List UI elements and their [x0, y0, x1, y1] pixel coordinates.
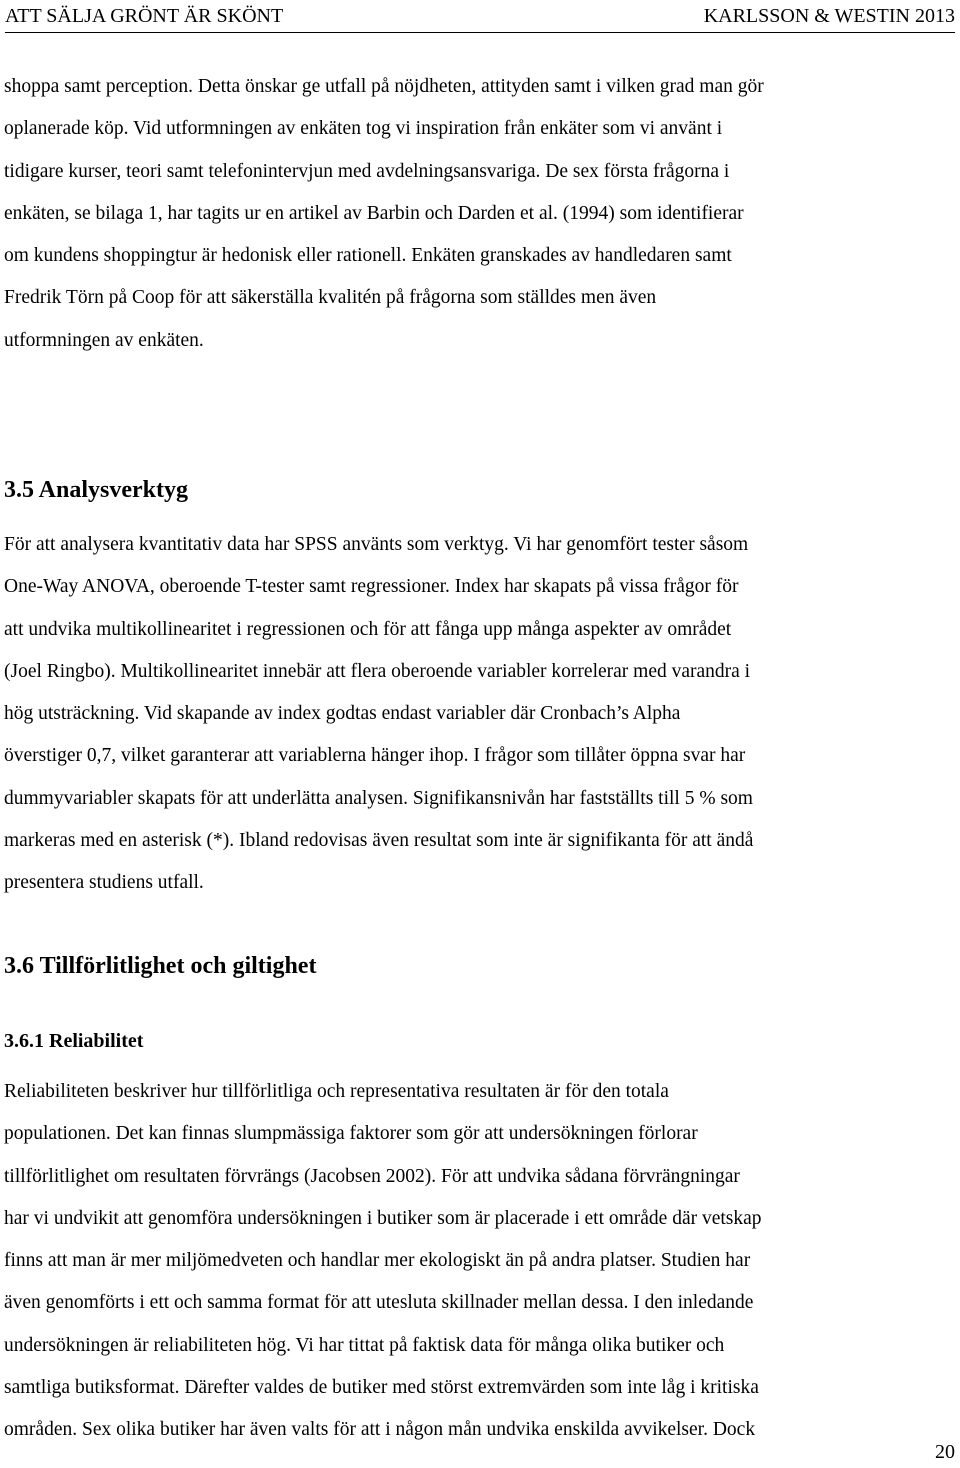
- header-title: ATT SÄLJA GRÖNT ÄR SKÖNT: [5, 5, 284, 27]
- text-line: om kundens shoppingtur är hedonisk eller rationell. Enkäten granskades av handledaren samt: [4, 245, 732, 267]
- subsection-heading-reliabilitet: 3.6.1 Reliabilitet: [4, 1030, 144, 1052]
- text-line: områden. Sex olika butiker har även valts för att i någon mån undvika enskilda avvikelser. Dock: [4, 1419, 756, 1441]
- text-line: shoppa samt perception. Detta önskar ge utfall på nöjdheten, attityden samt i vilken grad man gör: [4, 76, 764, 97]
- section-heading-analysverktyg: 3.5 Analysverktyg: [4, 477, 189, 503]
- text-line: presentera studiens utfall.: [4, 872, 204, 894]
- page-number: 20: [935, 1441, 955, 1463]
- header-authors: KARLSSON & WESTIN 2013: [703, 5, 955, 27]
- text-line: även genomförts i ett och samma format för att utesluta skillnader mellan dessa. I den inledande: [4, 1292, 754, 1314]
- text-line: överstiger 0,7, vilket garanterar att variablerna hänger ihop. I frågor som tillåter öppna svar har: [4, 745, 746, 767]
- text-line: att undvika multikollinearitet i regressionen och för att fånga upp många aspekter av området: [4, 618, 732, 640]
- header-divider: [5, 32, 955, 33]
- running-header: [5, 3, 955, 29]
- text-line: populationen. Det kan finnas slumpmässiga faktorer som gör att undersökningen förlorar: [4, 1123, 698, 1145]
- paragraph-enkat: [4, 66, 956, 362]
- text-line: One-Way ANOVA, oberoende T-tester samt regressioner. Index har skapats på vissa frågor för: [4, 576, 739, 598]
- text-line: oplanerade köp. Vid utformningen av enkäten tog vi inspiration från enkäter som vi använt i: [4, 118, 723, 140]
- text-line: enkäten, se bilaga 1, har tagits ur en artikel av Barbin och Darden et al. (1994) som identifierar: [4, 202, 744, 224]
- text-line: Reliabiliteten beskriver hur tillförlitliga och representativa resultaten är för den totala: [4, 1081, 669, 1102]
- text-line: (Joel Ringbo). Multikollinearitet innebär att flera oberoende variabler korrelerar med varandra i: [4, 660, 751, 682]
- paragraph-analysverktyg: [4, 524, 753, 905]
- text-line: utformningen av enkäten.: [4, 329, 204, 351]
- text-line: markeras med en asterisk (*). Ibland redovisas även resultat som inte är signifikanta för att ändå: [4, 830, 754, 852]
- text-line: dummyvariabler skapats för att underlätta analysen. Signifikansnivån har fastställts till 5 % som: [4, 787, 753, 809]
- page-body: [4, 66, 956, 1441]
- text-line: tidigare kurser, teori samt telefonintervjun med avdelningsansvariga. De sex första frågorna i: [4, 160, 730, 182]
- text-line: undersökningen är reliabiliteten hög. Vi har tittat på faktisk data för många olika butiker och: [4, 1334, 725, 1356]
- paragraph-reliabilitet: [4, 1071, 762, 1452]
- text-line: För att analysera kvantitativ data har SPSS använts som verktyg. Vi har genomfört tester såsom: [4, 534, 749, 555]
- section-heading-tillforlitlighet: 3.6 Tillförlitlighet och giltighet: [4, 953, 317, 979]
- text-line: finns att man är mer miljömedveten och handlar mer ekologiskt än på andra platser. Studien har: [4, 1250, 751, 1272]
- text-line: hög utsträckning. Vid skapande av index godtas endast variabler där Cronbach’s Alpha: [4, 703, 681, 725]
- text-line: har vi undvikit att genomföra undersökningen i butiker som är placerade i ett område där vetskap: [4, 1207, 762, 1229]
- text-line: samtliga butiksformat. Därefter valdes de butiker med störst extremvärden som inte låg i kritiska: [4, 1377, 759, 1399]
- text-line: tillförlitlighet om resultaten förvrängs (Jacobsen 2002). För att undvika sådana förvrängningar: [4, 1165, 740, 1187]
- text-line: Fredrik Törn på Coop för att säkerställa kvalitén på frågorna som ställdes men även: [4, 287, 657, 309]
